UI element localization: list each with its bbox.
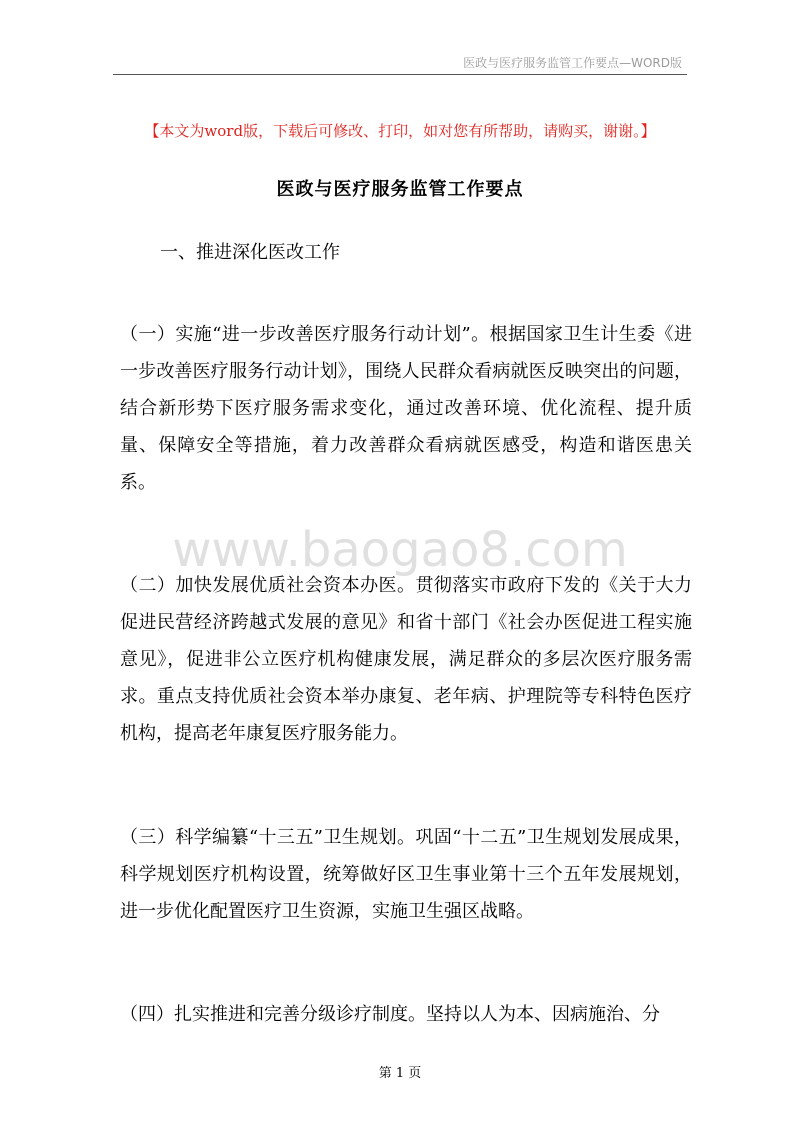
paragraph-3: （三）科学编纂“十三五”卫生规划。巩固“十二五”卫生规划发展成果，科学规划医疗机构设置，统筹做好区卫生事业第十三个五年发展规划，进一步优化配置医疗卫生资源，实施卫生强区战略。 xyxy=(120,827,692,922)
header-divider xyxy=(113,74,687,75)
paragraph-4: （四）扎实推进和完善分级诊疗制度。坚持以人为本、因病施治、分 xyxy=(120,1004,660,1025)
paragraph-1: （一）实施“进一步改善医疗服务行动计划”。根据国家卫生计生委《进一步改善医疗服务行动计划》，围绕人民群众看病就医反映突出的问题，结合新形势下医疗服务需求变化，通过改善环境、优化流程、提升质量、保障安全等措施，着力改善群众看病就医感受，构造和谐医患关系。 xyxy=(120,324,692,493)
page-number: 第 1 页 xyxy=(378,1066,422,1081)
document-title: 医政与医疗服务监管工作要点 xyxy=(276,179,524,200)
watermark: www.baogao8.com xyxy=(172,522,628,578)
download-notice: 【本文为word版，下载后可修改、打印，如对您有所帮助，请购买，谢谢。】 xyxy=(144,122,656,140)
paragraph-2: （二）加快发展优质社会资本办医。贯彻落实市政府下发的《关于大力促进民营经济跨越式发展的意见》和省十部门《社会办医促进工程实施意见》，促进非公立医疗机构健康发展，满足群众的多层次医疗服务需求。重点支持优质社会资本举办康复、老年病、护理院等专科特色医疗机构，提高老年康复医疗服务能力。 xyxy=(120,575,692,744)
section-heading: 一、推进深化医改工作 xyxy=(160,242,340,263)
running-header: 医政与医疗服务监管工作要点—WORD版 xyxy=(463,56,682,70)
